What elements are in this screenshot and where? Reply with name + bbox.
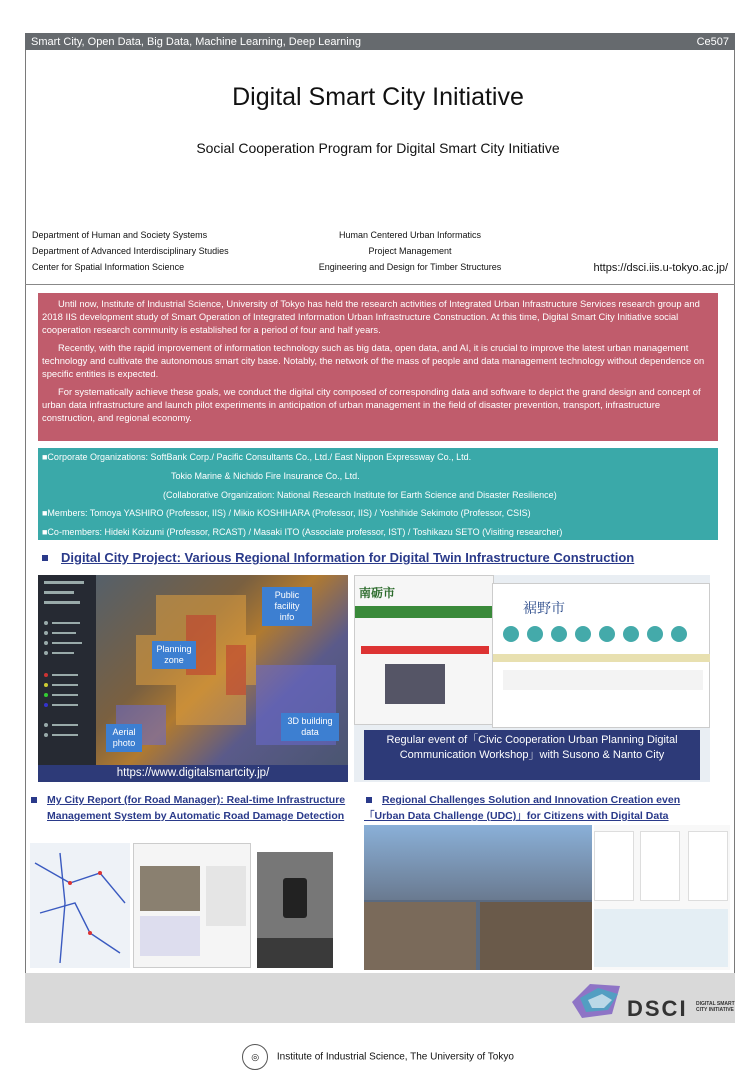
dsci-logo-text: DSCI: [627, 996, 688, 1021]
members-panel: [38, 448, 718, 540]
university-seal-icon: ◎: [242, 1044, 268, 1070]
divider: [25, 284, 735, 285]
topic-keywords: Smart City, Open Data, Big Data, Machine Learning, Deep Learning: [31, 35, 361, 48]
workshop-photo: [385, 664, 445, 704]
callout-aerial-photo: Aerial photo: [106, 724, 142, 752]
top-bar: [25, 33, 735, 50]
digital-city-map: [38, 575, 348, 782]
dashboard: [257, 938, 333, 968]
department-item: Department of Advanced Interdisciplinary Studies: [32, 246, 229, 256]
intro-paragraph: For systematically achieve these goals, we conduct the digital city composed of corresponding data and software to depict the grand design and concept of urban data infrastructure and launch pilot experiments in anticipation of urban management in the field of disaster prevention, transport, infrastructure construction, and regional economy.: [42, 386, 701, 423]
page-title: Digital Smart City Initiative: [232, 83, 524, 111]
poster-code: Ce507: [696, 35, 729, 48]
app-screen: [640, 831, 680, 901]
website-screenshots: [354, 575, 710, 782]
callout-3d-building: 3D building data: [281, 713, 339, 741]
lab-item: Human Centered Urban Informatics: [338, 230, 482, 240]
article-title: [503, 670, 703, 690]
app-map: [594, 909, 728, 967]
app-screen: [594, 831, 634, 901]
app-screenshots: [594, 825, 730, 970]
road-map-image: [30, 843, 130, 968]
banner: [361, 646, 489, 654]
callout-planning-zone: Planning zone: [152, 641, 196, 669]
department-item: Department of Human and Society Systems: [32, 230, 208, 240]
corporate-organizations-2: Tokio Marine & Nichido Fire Insurance Co., Ltd.: [171, 471, 360, 481]
bullet-square-icon: [42, 555, 48, 561]
intro-paragraph: Recently, with the rapid improvement of information technology such as big data, open data, and AI, it is crucial to improve the latest urban management technology and cultivate the autonomous smart city base. Notably, the network of the mass of people and data management technology without dependence on specific entities is expected.: [42, 342, 705, 379]
map-layer-list-icon: [38, 575, 96, 765]
map-url[interactable]: https://www.digitalsmartcity.jp/: [38, 765, 348, 782]
road-photo: [140, 866, 200, 911]
members-list: ■Members: Tomoya YASHIRO (Professor, IIS) / Mikio KOSHIHARA (Professor, IIS) / Yoshihide Sekimoto (Professor, CSIS): [42, 508, 531, 518]
menu-icons: [493, 618, 710, 658]
app-screen: [688, 831, 728, 901]
lab-item: Project Management: [368, 246, 452, 256]
form-panel: [206, 866, 246, 926]
departments-center: [300, 227, 520, 275]
bullet-square-icon: [31, 797, 37, 803]
workshop-photo: [364, 902, 476, 970]
digital-city-heading: Digital City Project: Various Regional Information for Digital Twin Infrastructure Construction: [61, 550, 635, 565]
nanto-logo: 南砺市: [359, 586, 396, 600]
page-subtitle: Social Cooperation Program for Digital Smart City Initiative: [196, 140, 560, 156]
road-network-graphic: [30, 843, 130, 968]
smartphone-icon: [283, 878, 307, 918]
department-item: Center for Spatial Information Science: [32, 262, 185, 272]
collaborative-organization: (Collaborative Organization: National Research Institute for Earth Science and Disaster Resilience): [163, 490, 557, 500]
seminar-photo: [480, 902, 592, 970]
intro-paragraph: Until now, Institute of Industrial Science, University of Tokyo has held the research activities of Integrated Urban Infrastructure Services research group and 2018 IIS development study of Smart Operation of Integrated Information Urban Infrastructure Construction. At this time, Digital Smart City Initiative social cooperation research community is established for a period of four and half years.: [42, 298, 700, 335]
nanto-city-website: [354, 575, 494, 725]
callout-public-facility: Public facility info: [262, 587, 312, 626]
damage-report-screen: [133, 843, 251, 968]
mini-map: [140, 916, 200, 956]
map-sidebar: [38, 575, 96, 782]
introduction-panel: [38, 293, 718, 441]
dsci-logo-subtitle: DIGITAL SMART CITY INITIATIVE: [696, 1001, 735, 1013]
footer: [0, 1044, 756, 1070]
breadcrumb-bar: [493, 654, 710, 662]
group-photo: [364, 825, 592, 900]
corporate-organizations: ■Corporate Organizations: SoftBank Corp./ Pacific Consultants Co., Ltd./ East Nippon Expressway Co., Ltd.: [42, 452, 472, 462]
susono-logo: 裾野市: [523, 600, 565, 616]
institute-name: Institute of Industrial Science, The University of Tokyo: [276, 1051, 514, 1063]
workshop-caption: Regular event of「Civic Cooperation Urban Planning Digital Communication Workshop」with Susono & Nanto City: [364, 730, 700, 780]
comembers-list: ■Co-members: Hideki Koizumi (Professor, RCAST) / Masaki ITO (Associate professor, IST) / Toshikazu SETO (Visiting researcher): [42, 527, 563, 537]
udc-photos: [364, 825, 592, 970]
departments-left: [32, 227, 229, 275]
my-city-report-heading: My City Report (for Road Manager): Real-time Infrastructure Management System by Automatic Road Damage Detection: [47, 794, 346, 822]
dashboard-camera-photo: [257, 852, 333, 968]
nav-bar: [355, 606, 495, 618]
website-link[interactable]: https://dsci.iis.u-tokyo.ac.jp/: [593, 262, 728, 274]
susono-city-website: [492, 583, 710, 728]
udc-heading: Regional Challenges Solution and Innovation Creation even「Urban Data Challenge (UDC)」for Citizens with Digital Data: [364, 794, 681, 822]
lab-item: Engineering and Design for Timber Structures: [318, 262, 502, 272]
